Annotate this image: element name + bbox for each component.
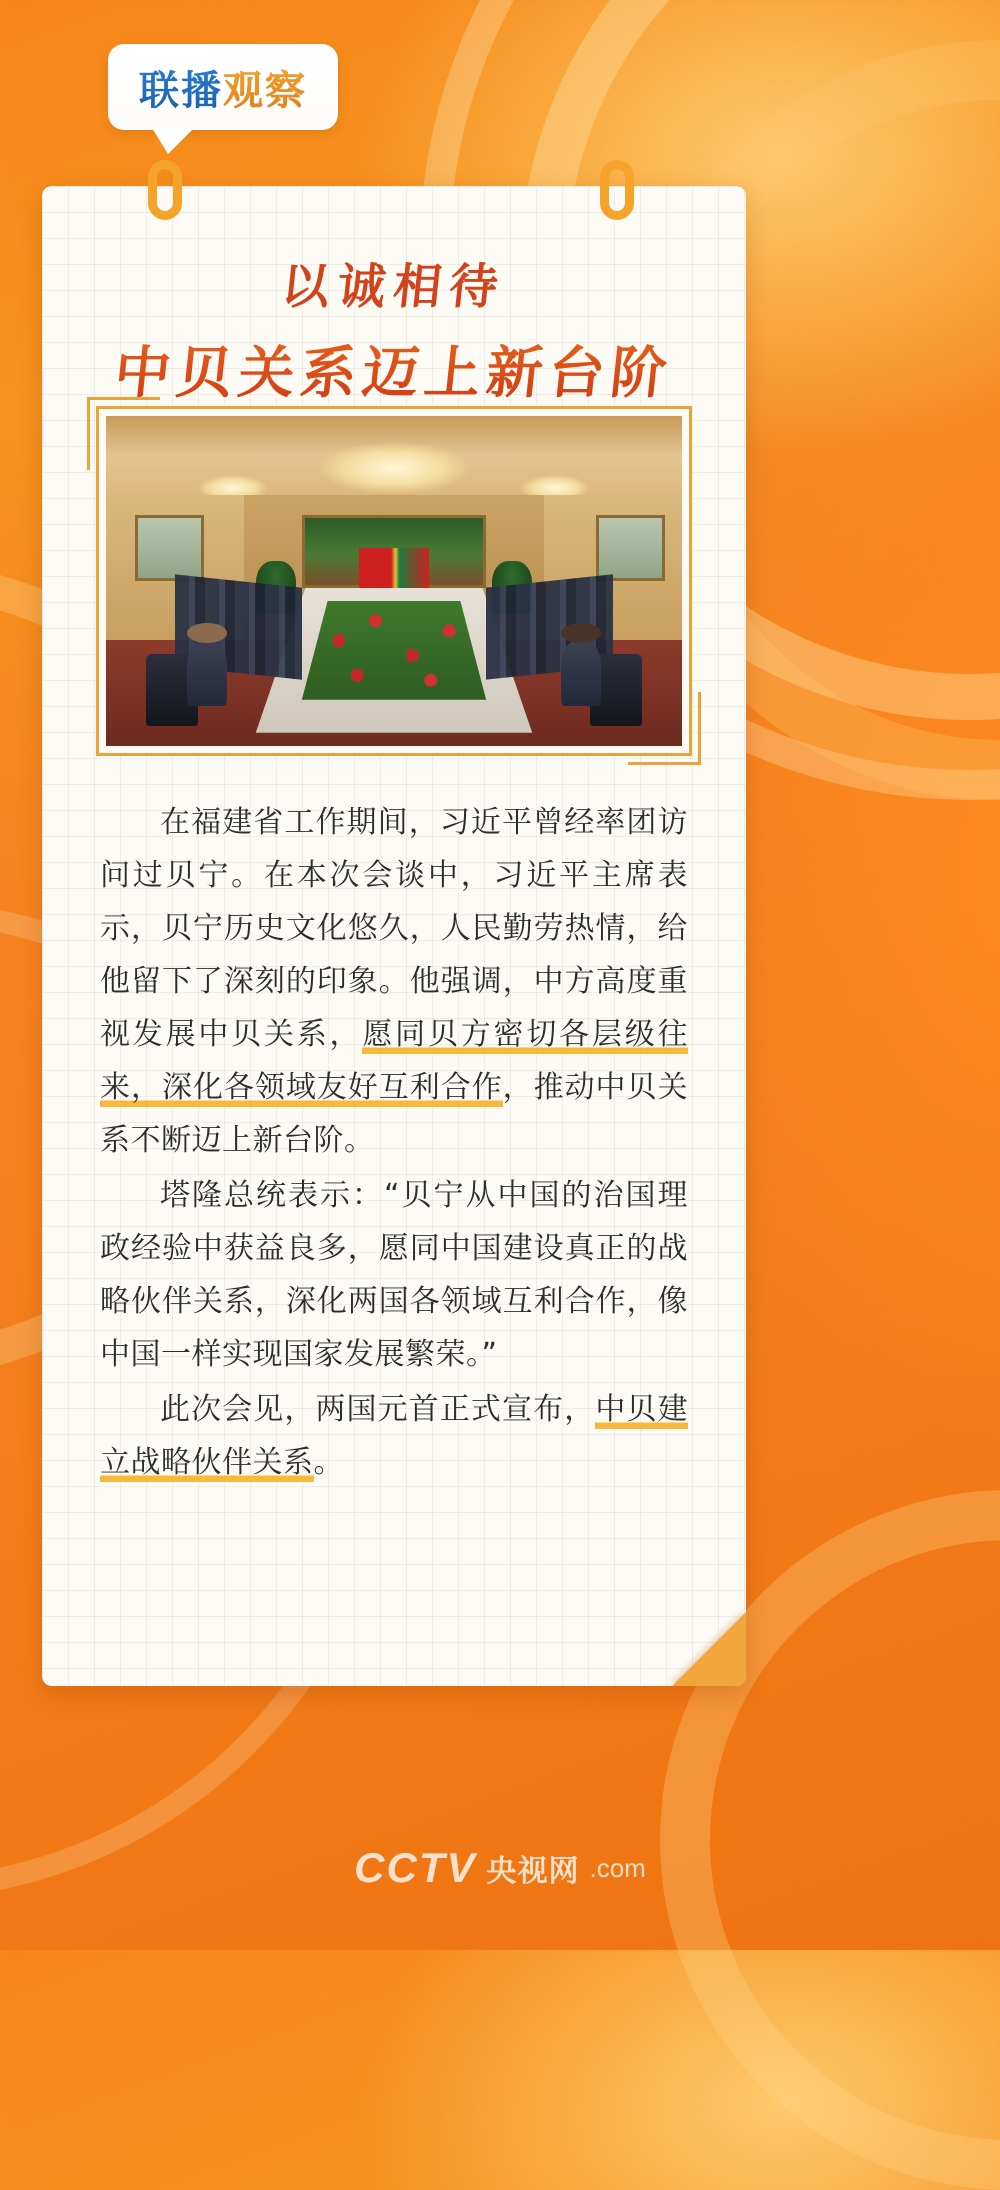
article-title <box>42 248 746 409</box>
photo-chandelier-main <box>319 442 469 494</box>
article-title-line1: 以诚相待 <box>278 259 509 315</box>
article-photo-frame <box>96 406 692 756</box>
program-badge-accent: 观察 <box>223 67 307 114</box>
photo-side-painting-right <box>596 515 665 581</box>
article-paragraph-2-text: 塔隆总统表示：“贝宁从中国的治国理政经验中获益良多，愿同中国建设真正的战略伙伴关系，深化两国各领域互利合作，像中国一样实现国家发展繁荣。” <box>100 1178 688 1372</box>
article-body <box>100 796 688 1491</box>
article-paragraph-1-text: 在福建省工作期间，习近平曾经率团访问过贝宁。在本次会谈中，习近平主席表示，贝宁历史文化悠久，人民勤劳热情，给他留下了深刻的印象。他强调，中方高度重视发展中贝关系，愿同贝方密切各层级往来，深化各领域友好互利合作，推动中贝关系不断迈上新台阶。 <box>100 805 689 1158</box>
article-paragraph-3 <box>100 1383 688 1489</box>
article-paragraph-2 <box>100 1169 688 1381</box>
article-paragraph-1 <box>100 796 688 1167</box>
program-badge <box>108 44 338 130</box>
photo-side-painting-left <box>135 515 204 581</box>
program-badge-main: 联播 <box>139 67 223 114</box>
card-folded-corner <box>672 1612 746 1686</box>
article-paragraph-3-text: 此次会见，两国元首正式宣布，中贝建立战略伙伴关系。 <box>100 1392 688 1480</box>
cctv-domain-label: .com <box>589 1852 646 1883</box>
article-card <box>42 186 746 1686</box>
footer-watermark <box>0 1844 1000 1892</box>
article-photo <box>106 416 682 746</box>
photo-leader-left-head <box>187 623 227 643</box>
photo-leader-left <box>187 640 227 706</box>
article-title-line2: 中贝关系迈上新台阶 <box>42 329 746 409</box>
program-badge-label <box>139 59 307 116</box>
cctv-logo: CCTV <box>354 1844 477 1891</box>
ring-hook-right-icon <box>600 160 634 220</box>
photo-floral-centerpiece <box>302 601 486 700</box>
photo-leader-right <box>561 640 601 706</box>
cctv-cn-label: 央视网 <box>486 1854 580 1889</box>
ring-hook-left-icon <box>148 160 182 220</box>
